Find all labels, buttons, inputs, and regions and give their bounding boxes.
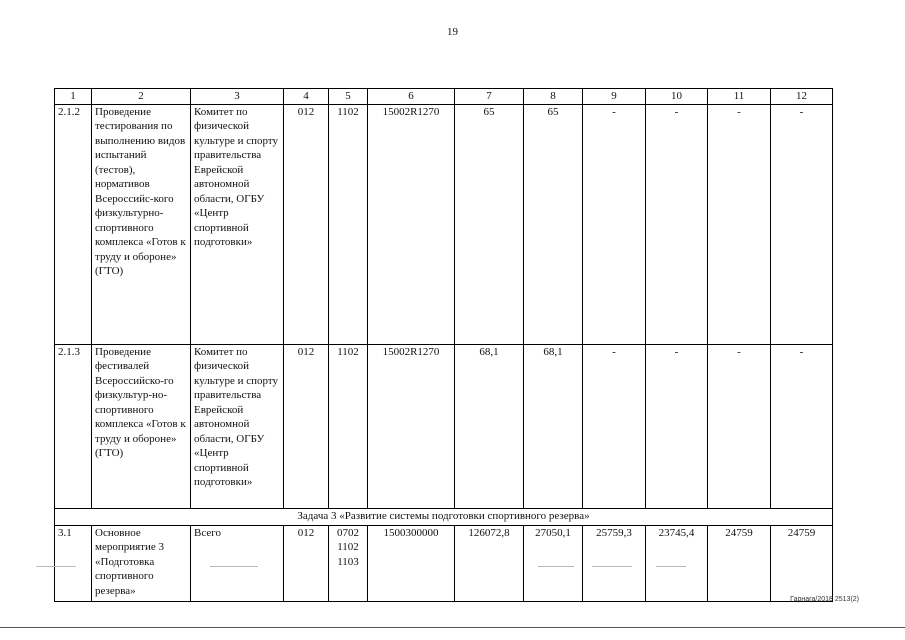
header-cell: 7 — [455, 89, 524, 105]
cell-value: - — [646, 104, 708, 344]
table-row — [55, 104, 833, 344]
program-table — [54, 88, 833, 602]
cell-section: 1102 — [329, 104, 368, 344]
cell-value: 65 — [524, 104, 583, 344]
cell-target-code: 15002R1270 — [368, 104, 455, 344]
header-cell: 10 — [646, 89, 708, 105]
cell-value: 68,1 — [524, 344, 583, 508]
cell-value: - — [708, 344, 771, 508]
executor: Комитет по физической культуре и спорту правительства Еврейской автономной области, ОГБУ «Центр спортивной подготовки» — [191, 344, 284, 508]
scan-artifact — [592, 566, 632, 567]
cell-value: 24759 — [708, 525, 771, 601]
row-number: 2.1.3 — [55, 344, 92, 508]
header-cell: 12 — [771, 89, 833, 105]
header-cell: 11 — [708, 89, 771, 105]
cell-value: - — [771, 344, 833, 508]
activity-name: Основное мероприятие 3 «Подготовка спортивного резерва» — [92, 525, 191, 601]
executor: Комитет по физической культуре и спорту правительства Еврейской автономной области, ОГБУ «Центр спортивной подготовки» — [191, 104, 284, 344]
cell-total: 68,1 — [455, 344, 524, 508]
page-number: 19 — [447, 26, 458, 38]
cell-value: - — [646, 344, 708, 508]
cell-total: 126072,8 — [455, 525, 524, 601]
bottom-rule — [0, 627, 905, 628]
task-heading: Задача 3 «Развитие системы подготовки спортивного резерва» — [55, 508, 833, 525]
cell-value: - — [708, 104, 771, 344]
cell-value: 25759,3 — [583, 525, 646, 601]
executor: Всего — [191, 525, 284, 601]
header-cell: 8 — [524, 89, 583, 105]
cell-value: - — [583, 344, 646, 508]
header-cell: 1 — [55, 89, 92, 105]
scan-artifact — [656, 566, 686, 567]
header-cell: 3 — [191, 89, 284, 105]
table-row — [55, 344, 833, 508]
cell-target-code: 1500300000 — [368, 525, 455, 601]
cell-target-code: 15002R1270 — [368, 344, 455, 508]
cell-grbs: 012 — [284, 104, 329, 344]
activity-name: Проведение тестирования по выполнению видов испытаний (тестов), нормативов Всероссийс-кого физкультурно-спортивного комплекса «Готов к труду и обороне» (ГТО) — [92, 104, 191, 344]
document-code: Гарнага/2018 2513(2) — [790, 596, 859, 603]
cell-grbs: 012 — [284, 525, 329, 601]
header-cell: 4 — [284, 89, 329, 105]
row-number: 2.1.2 — [55, 104, 92, 344]
header-cell: 9 — [583, 89, 646, 105]
scan-artifact — [36, 566, 76, 567]
cell-value: 24759 — [771, 525, 833, 601]
cell-section: 0702 1102 1103 — [329, 525, 368, 601]
cell-value: - — [583, 104, 646, 344]
activity-name: Проведение фестивалей Всероссийско-го физкультур-но-спортивного комплекса «Готов к труду и обороне» (ГТО) — [92, 344, 191, 508]
header-cell: 2 — [92, 89, 191, 105]
task-heading-row — [55, 508, 833, 525]
cell-grbs: 012 — [284, 344, 329, 508]
cell-value: - — [771, 104, 833, 344]
table-row — [55, 525, 833, 601]
cell-section: 1102 — [329, 344, 368, 508]
header-cell: 6 — [368, 89, 455, 105]
cell-total: 65 — [455, 104, 524, 344]
row-number: 3.1 — [55, 525, 92, 601]
cell-value: 27050,1 — [524, 525, 583, 601]
cell-value: 23745,4 — [646, 525, 708, 601]
scan-artifact — [538, 566, 574, 567]
header-row — [55, 89, 833, 105]
scan-artifact — [210, 566, 258, 567]
header-cell: 5 — [329, 89, 368, 105]
